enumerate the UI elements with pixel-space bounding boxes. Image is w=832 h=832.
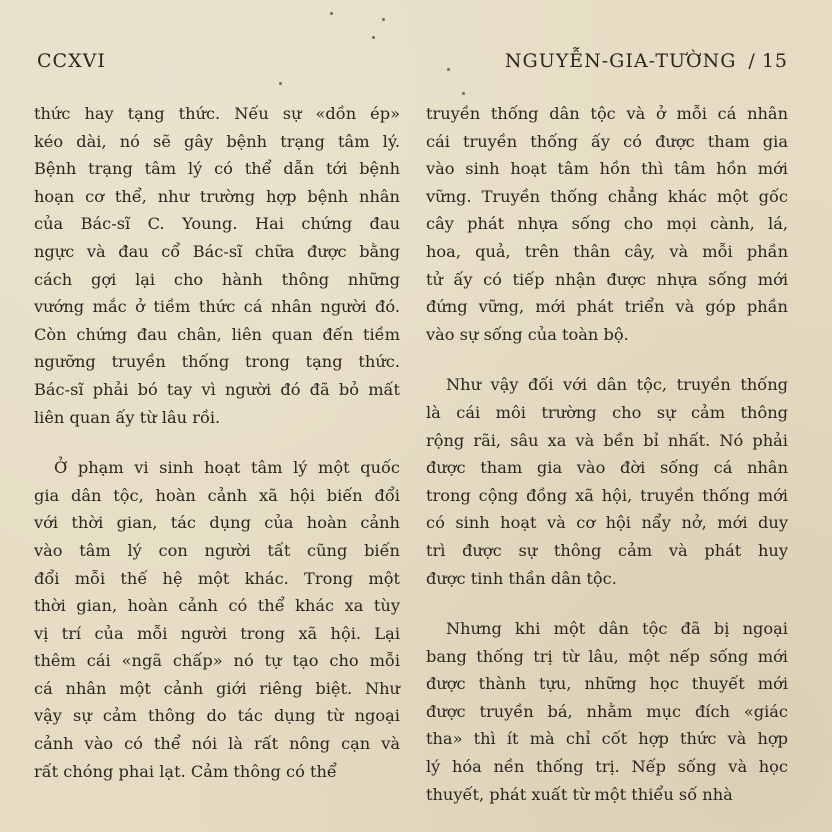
text-line: Còn chứng đau chân, liên quan đến tiềm [34,324,400,344]
text-line: trong cộng đồng xã hội, truyền thống mới [426,485,788,505]
text-line: kéo dài, nó sẽ gây bệnh trạng tâm lý. [34,131,400,151]
text-line: tử ấy có tiếp nhận được nhựa sống mới [426,269,788,289]
running-header [0,48,832,76]
text-line: ngưỡng truyền thống trong tạng thức. [34,352,400,372]
text-line: Như vậy đối với dân tộc, truyền thống [446,375,788,395]
text-line: vậy sự cảm thông do tác dụng từ ngoại [34,706,400,726]
text-line: thời gian, hoàn cảnh có thể khác xa tùy [34,596,400,616]
text-line: hoạn cơ thể, như trường hợp bệnh nhân [34,186,400,206]
text-line: cái truyền thống ấy có được tham gia [426,131,788,151]
ink-speck [330,12,333,15]
text-line: được truyền bá, nhằm mục đích «giác [426,701,788,721]
text-line: thức hay tạng thức. Nếu sự «dồn ép» [34,104,400,123]
text-line: vướng mắc ở tiềm thức cá nhân người đó. [34,297,400,317]
ink-speck [382,18,385,21]
paragraph [426,615,788,808]
text-line: vào tâm lý con người tất cũng biến [34,540,400,560]
text-line: của Bác-sĩ C. Young. Hai chứng đau [34,214,400,234]
text-line: lý hóa nền thống trị. Nếp sống và học [426,757,788,777]
ink-speck [462,92,465,95]
volume-label: CCXVI [37,50,106,72]
text-line: đổi mỗi thế hệ một khác. Trong một [34,568,400,588]
text-line: rất chóng phai lạt. Cảm thông có thể [34,761,337,781]
text-line: hoa, quả, trên thân cây, và mỗi phần [426,241,788,261]
text-line: liên quan ấy từ lâu rồi. [34,407,221,427]
paragraph-gap [426,592,788,615]
text-line: cách gợi lại cho hành thông những [34,269,400,289]
header-separator: / [748,50,756,72]
text-line: ngực và đau cổ Bác-sĩ chữa được bằng [34,241,400,261]
text-line: Bệnh trạng tâm lý có thể dẫn tới bệnh [34,159,400,179]
text-line: cảnh vào có thể nói là rất nông cạn và [34,734,400,754]
text-line: có sinh hoạt và cơ hội nẩy nở, mới duy [426,513,788,533]
text-line: được tham gia vào đời sống cá nhân [426,458,788,478]
text-line: thuyết, phát xuất từ một thiểu số nhà [426,784,733,804]
ink-speck [279,82,282,85]
header-right [505,50,788,72]
left-text-column [34,100,400,832]
text-line: cá nhân một cảnh giới riêng biệt. Như [34,678,400,698]
text-line: bang thống trị từ lâu, một nếp sống mới [426,646,788,666]
text-line: Nhưng khi một dân tộc đã bị ngoại [446,619,788,639]
paragraph-gap [34,431,400,454]
text-line: vào sự sống của toàn bộ. [426,324,629,344]
text-line: vào sinh hoạt tâm hồn thì tâm hồn mới [426,159,788,179]
text-line: Bác-sĩ phải bó tay vì người đó đã bỏ mất [34,379,400,399]
paragraph [34,454,400,785]
text-line: thêm cái «ngã chấp» nó tự tạo cho mỗi [34,651,400,671]
text-line: được thành tựu, những học thuyết mới [426,674,788,694]
text-line: tha» thì ít mà chỉ cốt hợp thức và hợp [426,729,788,749]
text-line: là cái môi trường cho sự cảm thông [426,402,788,422]
right-text-column [426,100,788,832]
author-name: NGUYỄN-GIA-TƯỜNG [504,50,737,72]
text-line: đứng vững, mới phát triển và góp phần [426,297,788,317]
page-number: 15 [761,50,788,72]
text-line: được tinh thần dân tộc. [426,568,617,588]
text-line: rộng rãi, sâu xa và bền bỉ nhất. Nó phải [426,430,788,450]
paragraph [426,371,788,592]
text-line: với thời gian, tác dụng của hoàn cảnh [34,513,400,533]
paragraph [426,100,788,348]
text-line: gia dân tộc, hoàn cảnh xã hội biến đổi [34,485,400,505]
paragraph [34,100,400,431]
paragraph-gap [426,348,788,371]
text-line: vững. Truyền thống chẳng khác một gốc [426,186,788,206]
text-line: Ở phạm vi sinh hoạt tâm lý một quốc [54,458,400,478]
ink-speck [372,36,375,39]
text-line: truyền thống dân tộc và ở mỗi cá nhân [426,104,788,123]
text-line: vị trí của mỗi người trong xã hội. Lại [34,623,400,643]
text-line: cây phát nhựa sống cho mọi cành, lá, [426,214,788,234]
text-line: trì được sự thông cảm và phát huy [426,540,788,560]
